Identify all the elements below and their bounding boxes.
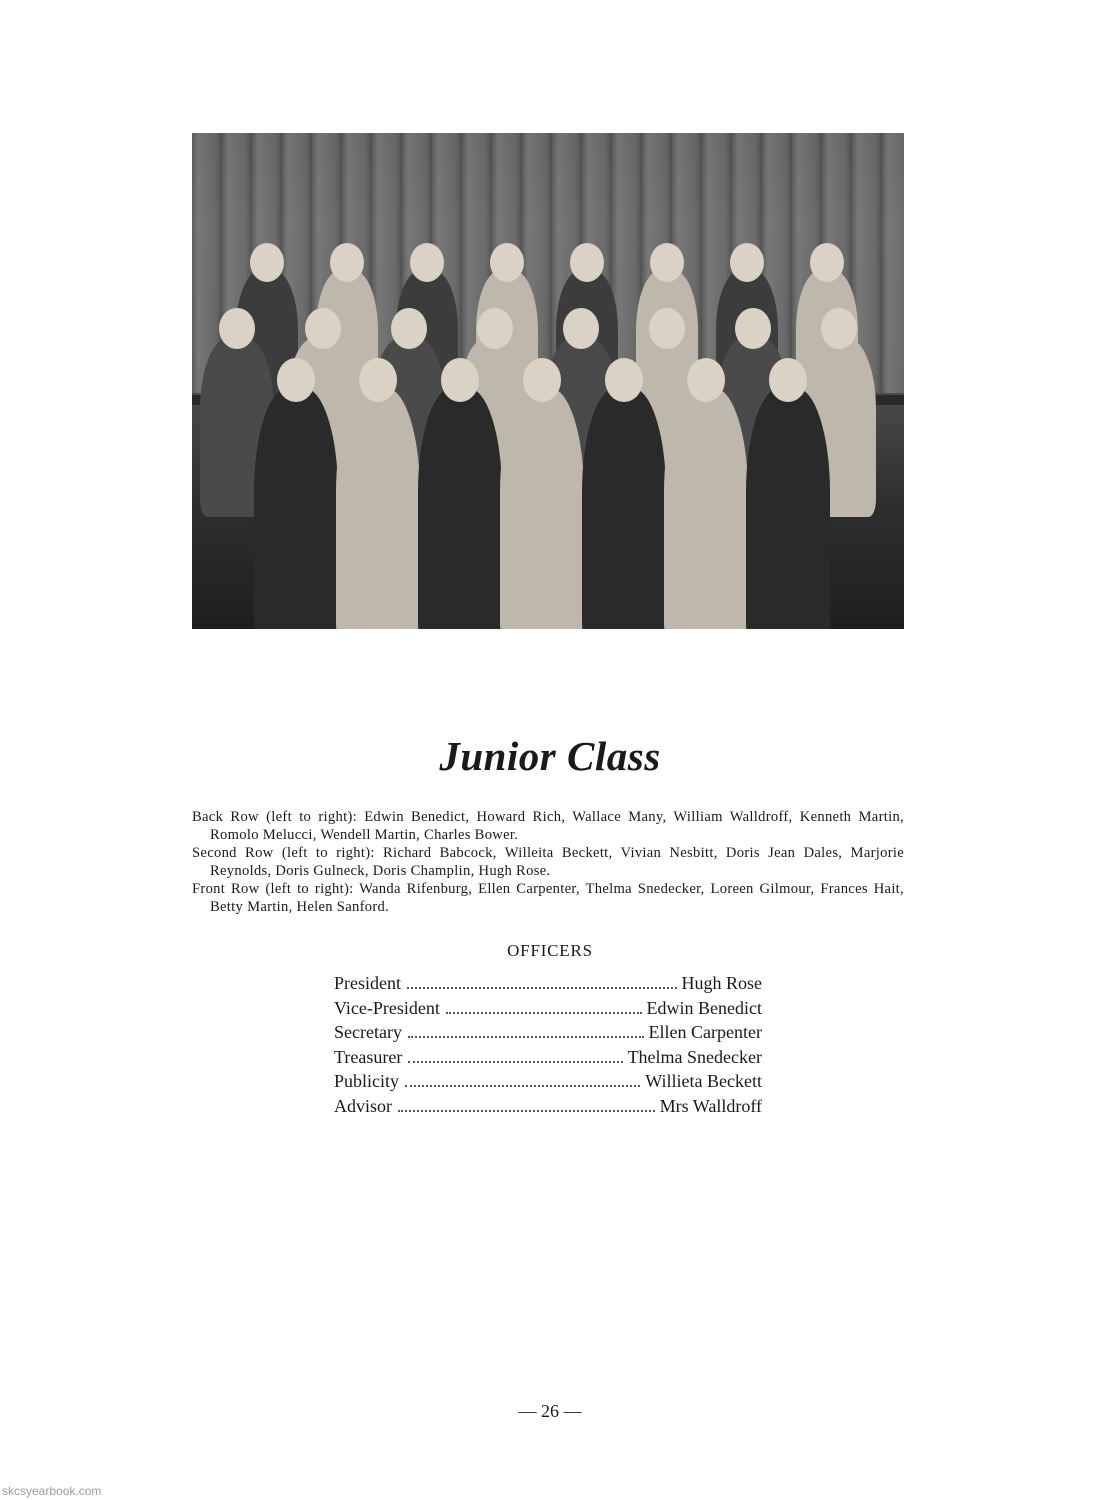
officer-name: Hugh Rose (681, 973, 762, 993)
photo-person-head (330, 243, 364, 282)
officer-row (334, 1020, 762, 1045)
photo-person-head (570, 243, 604, 282)
officers-heading: OFFICERS (507, 941, 593, 960)
photo-person-head (649, 308, 685, 349)
photo-person-head (821, 308, 857, 349)
officer-role: Secretary (334, 1022, 402, 1042)
photo-person-head (410, 243, 444, 282)
roster-front-row: Front Row (left to right): Wanda Rifenburg, Ellen Carpenter, Thelma Snedecker, Loreen Gilmour, Frances Hait, Betty Martin, Helen Sanford. (192, 881, 904, 915)
officer-name: Mrs Walldroff (659, 1095, 762, 1116)
photo-person-head (769, 358, 807, 402)
photo-person-head (359, 358, 397, 402)
photo-person-head (441, 358, 479, 402)
photo-person (582, 388, 666, 629)
photo-person (746, 388, 830, 629)
photo-person-head (563, 308, 599, 349)
photo-person (500, 388, 584, 629)
photo-person-head (687, 358, 725, 402)
photo-person (254, 388, 338, 629)
officer-row (334, 971, 762, 996)
photo-person-head (810, 243, 844, 282)
photo-person-head (650, 243, 684, 282)
page-title: Junior Class (439, 733, 661, 779)
officer-name: Edwin Benedict (646, 997, 762, 1018)
officer-row (334, 1094, 762, 1119)
photo-person-head (250, 243, 284, 282)
officer-role: Vice-President (334, 997, 440, 1018)
roster-second-row: Second Row (left to right): Richard Babcock, Willeita Beckett, Vivian Nesbitt, Doris Jean Dales, Marjorie Reynolds, Doris Gulneck, Doris Champlin, Hugh Rose. (192, 845, 904, 879)
officer-name: Ellen Carpenter (648, 1022, 762, 1042)
page-number: — 26 — (518, 1401, 582, 1421)
officer-role: Advisor (334, 1095, 392, 1116)
photo-person-head (735, 308, 771, 349)
photo-person (664, 388, 748, 629)
photo-person-head (277, 358, 315, 402)
watermark: skcsyearbook.com (2, 1484, 102, 1498)
photo-person-head (305, 308, 341, 349)
officer-role: Treasurer (334, 1046, 403, 1067)
class-group-photo (192, 133, 904, 629)
photo-person (336, 388, 420, 629)
photo-person-head (490, 243, 524, 282)
photo-person-head (219, 308, 255, 349)
officer-name: Willieta Beckett (645, 1071, 762, 1091)
roster-back-row: Back Row (left to right): Edwin Benedict, Howard Rich, Wallace Many, William Walldroff, Kenneth Martin, Romolo Melucci, Wendell Martin, Charles Bower. (192, 809, 904, 843)
officer-row (334, 996, 762, 1021)
photo-person-head (730, 243, 764, 282)
officer-row (334, 1045, 762, 1070)
officer-row (334, 1069, 762, 1094)
roster-caption (192, 808, 904, 916)
officer-name: Thelma Snedecker (627, 1046, 762, 1067)
photo-person-head (477, 308, 513, 349)
officer-role: President (334, 973, 401, 993)
photo-person-head (605, 358, 643, 402)
photo-person-head (523, 358, 561, 402)
officer-role: Publicity (334, 1071, 400, 1091)
photo-person (418, 388, 502, 629)
officers-list (334, 971, 762, 1118)
photo-person-head (391, 308, 427, 349)
